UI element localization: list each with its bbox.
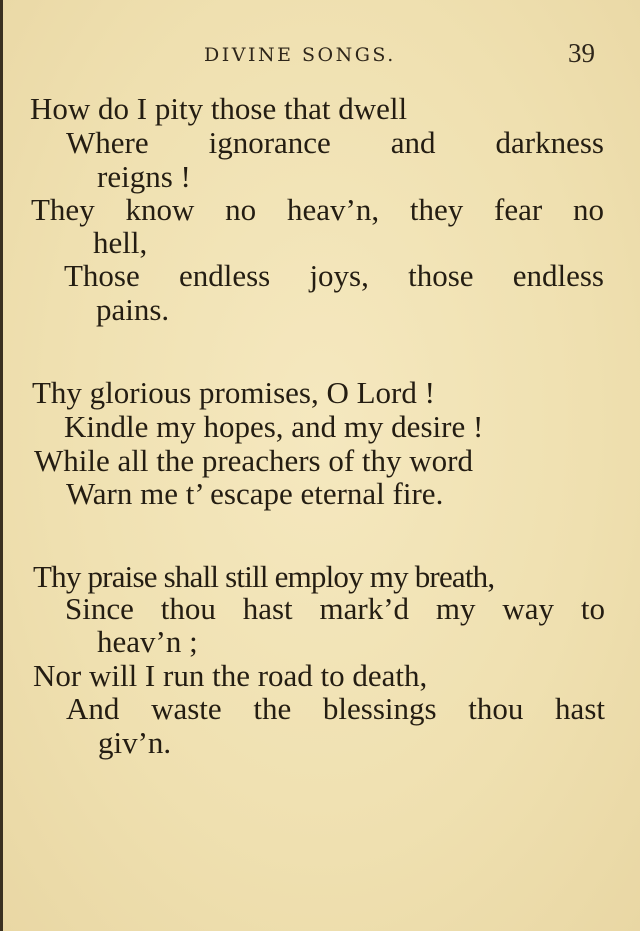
verse-line: hell, <box>93 225 148 260</box>
verse-line: Warn me t’ escape eternal fire. <box>66 476 444 511</box>
verse-line: They know no heav’n, they fear no <box>31 192 604 227</box>
verse-line: Those endless joys, those endless <box>64 258 604 293</box>
verse-line: pains. <box>96 292 170 327</box>
page-number: 39 <box>568 38 595 68</box>
verse-line: Nor will I run the road to death, <box>33 658 428 693</box>
verse-line: giv’n. <box>98 725 172 760</box>
verse-line: While all the preachers of thy word <box>34 443 473 478</box>
verse-line: Thy glorious promises, O Lord ! <box>32 375 435 410</box>
verse-line: Where ignorance and darkness <box>66 125 604 160</box>
page-left-edge <box>0 0 3 931</box>
verse-line: heav’n ; <box>97 624 198 659</box>
running-head-title: DIVINE SONGS. <box>204 44 396 66</box>
verse-line: Kindle my hopes, and my desire ! <box>64 409 484 444</box>
verse-line: Thy praise shall still employ my breath, <box>33 559 495 594</box>
verse-line: And waste the blessings thou hast <box>66 691 605 726</box>
verse-line: Since thou hast mark’d my way to <box>65 591 605 626</box>
running-head <box>0 38 640 74</box>
verse-line: How do I pity those that dwell <box>30 91 408 126</box>
verse-line: reigns ! <box>97 159 191 194</box>
